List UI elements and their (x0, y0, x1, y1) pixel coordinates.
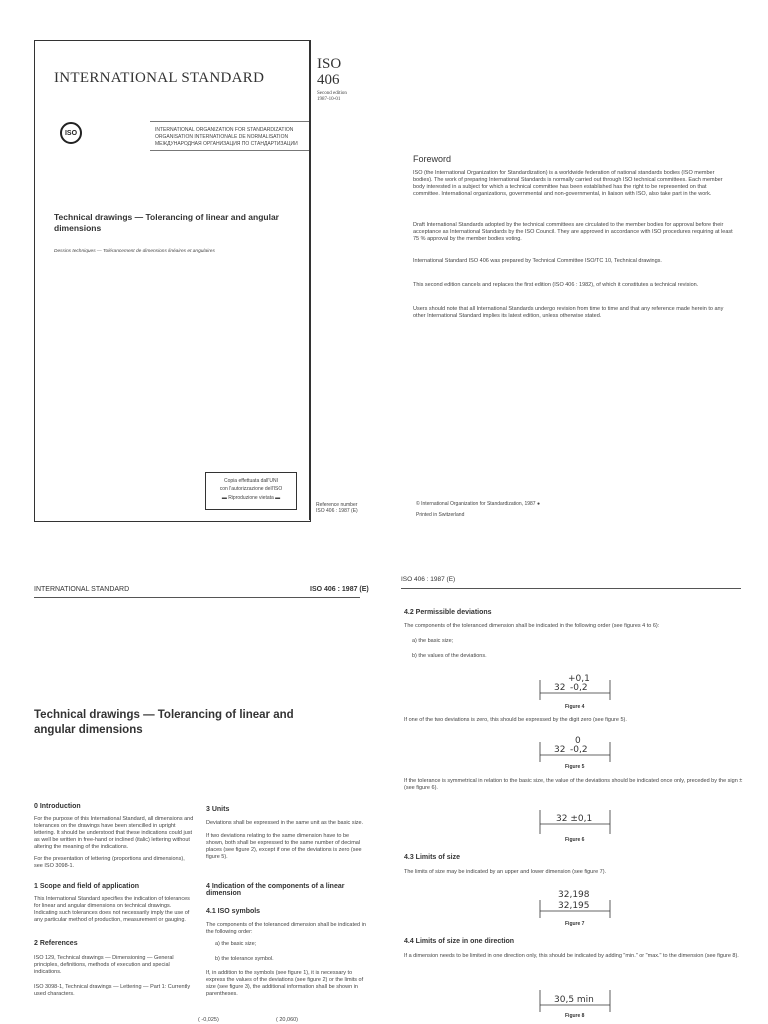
figure-7-drawing (530, 884, 620, 918)
s43-para-1: The limits of size may be indicated by an upper and lower dimension (see figure 7). (404, 869, 607, 875)
s1-para-1: This International Standard specifies the indication of tolerances for linear and angular dimensions on technical drawings. Indicating such tolerances does not necessarily imply the use of any particular method of production, measurement or gauging. (34, 896, 190, 923)
s43-heading: 4.3 Limits of size (404, 854, 461, 861)
s0-para-1: For the purpose of this International Standard, all dimensions and tolerances on the drawings have been stencilled in upright lettering. It should be understood that these indications could just as well be written in free-hand or inclined (italic) lettering without altering the meaning of the indications. (34, 816, 194, 850)
page2-header-right: ISO 406 : 1987 (E) (310, 586, 369, 593)
fig8-value: 30,5 min (554, 995, 594, 1005)
s44-heading: 4.4 Limits of size in one direction (404, 938, 515, 945)
figure-5-caption: Figure 5 (565, 764, 585, 770)
fig5-basic-size: 32 (554, 745, 566, 755)
reference-value: ISO 406 : 1987 (E) (316, 508, 358, 514)
edition: Second edition (317, 91, 347, 96)
cover-doc-title: Technical drawings — Tolerancing of linear and angular dimensions (54, 212, 279, 233)
cover-divider (309, 40, 310, 520)
figure-6-drawing (530, 806, 620, 834)
org-line-ru: МЕЖДУНАРОДНАЯ ОРГАНИЗАЦИЯ ПО СТАНДАРТИЗАЦИИ (155, 141, 298, 147)
reference-label: Reference number (316, 502, 358, 508)
iso-number: 406 (317, 72, 340, 88)
copyright: © International Organization for Standardization, 1987 ● (416, 501, 541, 507)
cover-doc-subtitle: Dessins techniques — Tolérancement de dimensions linéaires et angulaires (54, 249, 215, 254)
s41-item-a: a) the basic size; (215, 941, 257, 947)
s42-heading: 4.2 Permissible deviations (404, 609, 492, 616)
figure-5-drawing (530, 730, 620, 762)
fig4-basic-size: 32 (554, 683, 566, 693)
fig5-lower-deviation: -0,2 (570, 745, 588, 755)
foreword-para-5: Users should note that all International Standards undergo revision from time to time and that any reference made herein to any other International Standard implies its latest edition, unless otherwise stated. (413, 306, 724, 319)
figure-4-drawing (530, 668, 620, 700)
s42-para-1: The components of the toleranced dimension shall be indicated in the following order (see figures 4 to 6): (404, 623, 660, 629)
page2-title: Technical drawings — Tolerancing of linear and angular dimensions (34, 709, 294, 736)
cover-frame (34, 40, 311, 522)
stamp (205, 472, 297, 510)
page2-header-rule (34, 597, 360, 598)
s42-item-a: a) the basic size; (412, 638, 454, 644)
cover-title: INTERNATIONAL STANDARD (54, 70, 265, 86)
page2-header-left: INTERNATIONAL STANDARD (34, 586, 130, 593)
foreword-para-4: This second edition cancels and replaces the first edition (ISO 406 : 1982), of which it constitutes a technical revision. (413, 282, 699, 288)
footer-fragment-left: ( -0,025) (198, 1017, 219, 1023)
s2-para-1: ISO 129, Technical drawings — Dimensioning — General principles, definitions, methods of execution and special indications. (34, 955, 174, 975)
s3-heading: 3 Units (206, 806, 230, 813)
figure-4-caption: Figure 4 (565, 704, 585, 710)
org-line-en: INTERNATIONAL ORGANIZATION FOR STANDARDIZATION (155, 127, 294, 133)
page3-header: ISO 406 : 1987 (E) (401, 576, 456, 583)
figure-6-caption: Figure 6 (565, 837, 585, 843)
page3-header-rule (401, 588, 741, 589)
fig4-upper-deviation: +0,1 (568, 674, 590, 684)
figure-8-caption: Figure 8 (565, 1013, 585, 1019)
s41-para-2: If, in addition to the symbols (see figure 1), it is necessary to express the values of the deviations (see figure 2) or the limits of size (see figure 3), the additional information shall be shown in parentheses. (206, 970, 364, 997)
s41-para-1: The components of the toleranced dimension shall be indicated in the following order: (206, 922, 366, 935)
foreword-para-2: Draft International Standards adopted by the technical committees are circulated to the member bodies for approval before their acceptance as International Standards by the ISO Council. They are approved in accordance with ISO procedures requiring at least 75 % approval by the member bodies voting. (413, 222, 733, 242)
printed-in: Printed in Switzerland (416, 512, 465, 518)
s42-item-b: b) the values of the deviations. (412, 653, 487, 659)
s44-para-1: If a dimension needs to be limited in one direction only, this should be indicated by adding "min." or "max." to the dimension (see figure 8). (404, 953, 739, 959)
symmetric-tolerance-text: If the tolerance is symmetrical in relation to the basic size, the value of the deviations should be indicated once only, preceded by the sign ± (see figure 6). (404, 778, 743, 791)
foreword-para-1: ISO (the International Organization for Standardization) is a worldwide federation of national standards bodies (ISO member bodies). The work of preparing International Standards is normally carried out through ISO technical committees. Each member body interested in a subject for which a technical committee has been established has the right to be represented on that committee. International organizations, governmental and non-governmental, in liaison with ISO, also take part in the work. (413, 170, 723, 197)
s2-heading: 2 References (34, 940, 78, 947)
fig5-upper-deviation: 0 (575, 736, 581, 746)
zero-deviation-text: If one of the two deviations is zero, this should be expressed by the digit zero (see figure 5). (404, 717, 627, 723)
iso-logo: ISO (60, 122, 82, 144)
stamp-line-2: con l'autorizzazione dell'ISO (219, 486, 283, 493)
org-rule-bottom (150, 150, 309, 151)
footer-fragment-right: ( 20,060) (276, 1017, 299, 1023)
fig4-lower-deviation: -0,2 (570, 683, 588, 693)
s0-heading: 0 Introduction (34, 803, 81, 810)
s4-heading: 4 Indication of the components of a linear dimension (206, 883, 345, 897)
foreword-para-3: International Standard ISO 406 was prepared by Technical Committee ISO/TC 10, Technical drawings. (413, 258, 662, 264)
foreword-heading: Foreword (413, 154, 452, 164)
fig6-value: 32 ±0,1 (556, 814, 593, 824)
s1-heading: 1 Scope and field of application (34, 883, 140, 890)
s41-item-b: b) the tolerance symbol. (215, 956, 274, 962)
edition-date: 1987-10-01 (317, 97, 341, 102)
iso-label: ISO (317, 56, 342, 72)
figure-7-caption: Figure 7 (565, 921, 585, 927)
s3-para-1: Deviations shall be expressed in the same unit as the basic size. (206, 820, 364, 826)
s0-para-2: For the presentation of lettering (proportions and dimensions), see ISO 3098-1. (34, 856, 185, 869)
s2-para-2: ISO 3098-1, Technical drawings — Lettering — Part 1: Currently used characters. (34, 984, 191, 997)
fig7-upper-limit: 32,198 (558, 890, 590, 900)
stamp-line-3: ▬ Riproduzione vietata ▬ (221, 494, 281, 501)
org-rule-top (150, 121, 309, 122)
org-line-fr: ORGANISATION INTERNATIONALE DE NORMALISATION (155, 134, 289, 140)
figure-8-drawing (530, 986, 620, 1012)
fig7-lower-limit: 32,195 (558, 901, 590, 911)
s3-para-2: If two deviations relating to the same dimension have to be shown, both shall be expressed to the same number of decimal places (see figure 2), except if one of the deviations is zero (see figure 5). (206, 833, 362, 860)
s41-heading: 4.1 ISO symbols (206, 908, 261, 915)
stamp-line-1: Copia effettuata dall'UNI (224, 478, 278, 484)
